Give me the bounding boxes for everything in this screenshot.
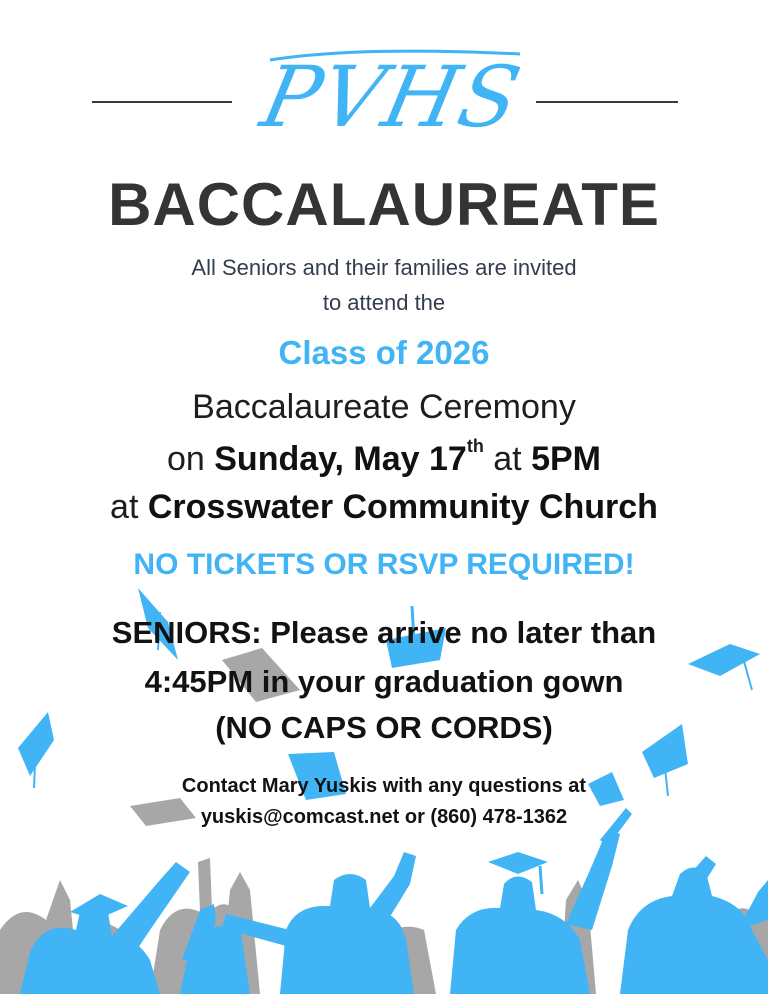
event-venue: Crosswater Community Church	[147, 488, 658, 526]
seniors-instruction-1: SENIORS: Please arrive no later than	[111, 615, 657, 650]
page-title: BACCALAUREATE	[108, 171, 660, 238]
divider-line-right	[536, 101, 678, 103]
date-prefix: on	[166, 440, 215, 478]
seniors-instruction-2: 4:45PM in your graduation gown	[144, 664, 624, 699]
event-time: 5PM	[531, 440, 601, 478]
invite-line-2: to attend the	[322, 290, 446, 315]
venue-prefix: at	[110, 488, 148, 526]
date-line	[0, 436, 768, 479]
seniors-instruction-3: (NO CAPS OR CORDS)	[215, 710, 553, 745]
date-suffix: th	[466, 436, 484, 456]
venue-line	[0, 488, 768, 527]
crowd-silhouette-blue	[20, 808, 768, 994]
contact-line-2: yuskis@comcast.net or (860) 478-1362	[200, 806, 568, 828]
invite-line-1: All Seniors and their families are invited	[191, 255, 577, 280]
event-date: Sunday, May 17	[214, 440, 467, 478]
ceremony-name: Baccalaureate Ceremony	[192, 388, 576, 426]
class-year: Class of 2026	[278, 334, 490, 371]
time-prefix: at	[483, 440, 532, 478]
pvhs-logo	[240, 40, 540, 150]
contact-line-1: Contact Mary Yuskis with any questions at	[181, 775, 587, 797]
pvhs-logo-text: PVHS	[253, 48, 531, 147]
no-tickets-notice: NO TICKETS OR RSVP REQUIRED!	[133, 548, 635, 581]
divider-line-left	[92, 101, 232, 103]
